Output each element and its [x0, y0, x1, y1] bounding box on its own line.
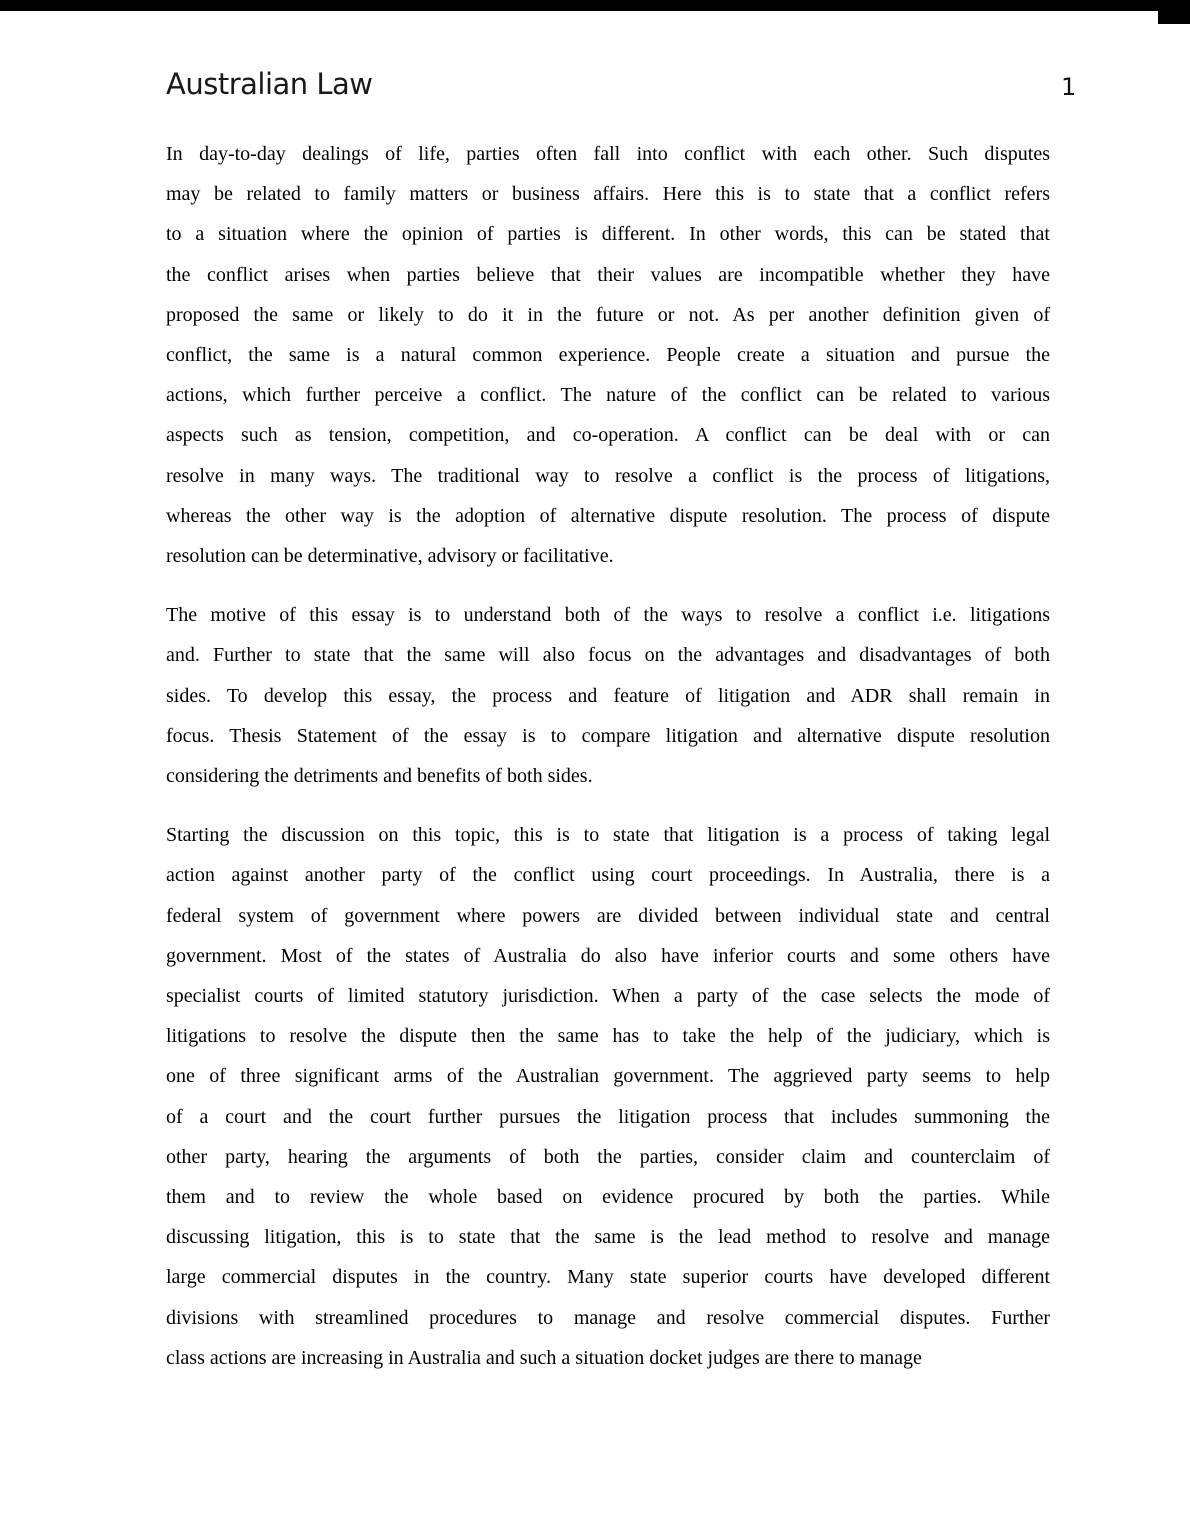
- top-right-corner-block: [1158, 0, 1190, 24]
- text-line: other party, hearing the arguments of both the parties, consider claim and counterclaim of: [166, 1145, 1050, 1168]
- text-line: resolve in many ways. The traditional way to resolve a conflict is the process of litigations,: [166, 464, 1050, 487]
- paragraph: [166, 815, 1050, 1378]
- page-number: 1: [1061, 73, 1077, 101]
- text-line: conflict, the same is a natural common experience. People create a situation and pursue the: [166, 344, 1050, 367]
- text-line: of a court and the court further pursues the litigation process that includes summoning the: [166, 1105, 1050, 1128]
- text-line: sides. To develop this essay, the process and feature of litigation and ADR shall remain in: [166, 684, 1050, 707]
- text-line: considering the detriments and benefits of both sides.: [166, 765, 593, 788]
- text-line: class actions are increasing in Australia and such a situation docket judges are there to manage: [166, 1346, 922, 1369]
- text-line: discussing litigation, this is to state that the same is the lead method to resolve and manage: [166, 1226, 1050, 1249]
- text-line: government. Most of the states of Australia do also have inferior courts and some others have: [166, 944, 1050, 967]
- text-line: aspects such as tension, competition, and co-operation. A conflict can be deal with or can: [166, 424, 1050, 447]
- text-line: actions, which further perceive a conflict. The nature of the conflict can be related to various: [166, 384, 1050, 407]
- text-line: one of three significant arms of the Australian government. The aggrieved party seems to help: [166, 1065, 1050, 1088]
- text-line: proposed the same or likely to do it in the future or not. As per another definition given of: [166, 303, 1050, 326]
- paragraph: [166, 134, 1050, 576]
- top-edge-bar: [0, 0, 1190, 11]
- text-line: large commercial disputes in the country. Many state superior courts have developed different: [166, 1266, 1050, 1289]
- text-line: them and to review the whole based on evidence procured by both the parties. While: [166, 1186, 1050, 1209]
- text-line: litigations to resolve the dispute then the same has to take the help of the judiciary, which is: [166, 1025, 1050, 1048]
- text-line: whereas the other way is the adoption of alternative dispute resolution. The process of dispute: [166, 504, 1050, 527]
- text-line: resolution can be determinative, advisory or facilitative.: [166, 545, 614, 568]
- text-line: In day-to-day dealings of life, parties often fall into conflict with each other. Such disputes: [166, 143, 1050, 165]
- text-line: Starting the discussion on this topic, this is to state that litigation is a process of taking legal: [166, 824, 1050, 847]
- text-line: action against another party of the conflict using court proceedings. In Australia, there is a: [166, 864, 1050, 887]
- text-line: to a situation where the opinion of parties is different. In other words, this can be stated that: [166, 223, 1050, 246]
- text-line: focus. Thesis Statement of the essay is to compare litigation and alternative dispute resolution: [166, 724, 1050, 747]
- text-line: divisions with streamlined procedures to manage and resolve commercial disputes. Further: [166, 1306, 1050, 1329]
- paragraph: [166, 595, 1050, 796]
- text-line: the conflict arises when parties believe that their values are incompatible whether they have: [166, 263, 1050, 286]
- text-line: The motive of this essay is to understand both of the ways to resolve a conflict i.e. litigations: [166, 604, 1050, 627]
- text-line: may be related to family matters or business affairs. Here this is to state that a conflict refers: [166, 183, 1050, 206]
- page-title: Australian Law: [166, 67, 373, 101]
- text-line: and. Further to state that the same will also focus on the advantages and disadvantages of both: [166, 644, 1050, 667]
- document-body: [166, 134, 1050, 1397]
- text-line: specialist courts of limited statutory jurisdiction. When a party of the case selects the mode of: [166, 985, 1050, 1008]
- text-line: federal system of government where powers are divided between individual state and central: [166, 904, 1050, 927]
